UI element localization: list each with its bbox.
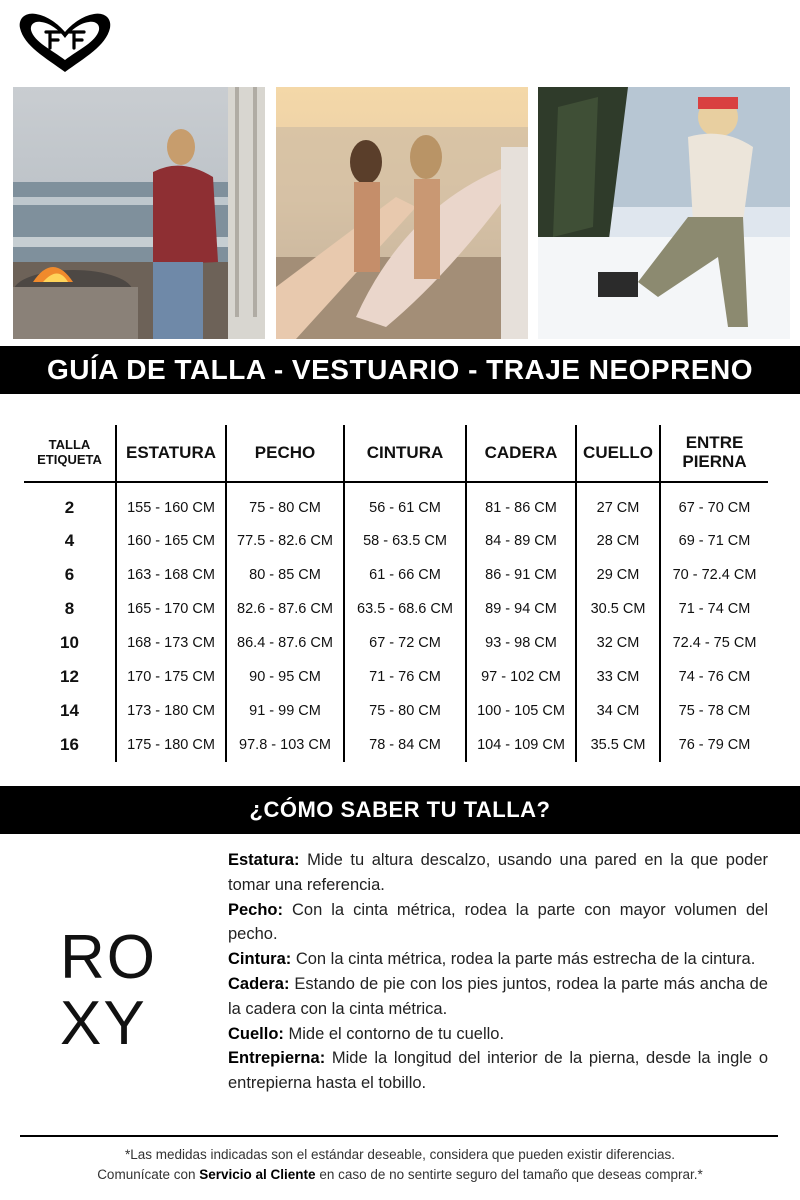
instruction-term: Estatura: <box>228 851 300 869</box>
roxy-heart-logo-icon <box>16 10 114 74</box>
size-chart-table <box>24 425 768 762</box>
header-waist: CINTURA <box>344 425 466 482</box>
cell-size-tag: 16 <box>60 735 79 754</box>
photo-icon <box>13 87 265 339</box>
cell-waist: 71 - 76 CM <box>344 660 466 694</box>
cell-neck: 32 CM <box>576 626 660 660</box>
roxy-wordmark: RO XY <box>60 923 157 1058</box>
cell-waist: 56 - 61 CM <box>344 482 466 524</box>
cell-size-tag: 14 <box>60 701 79 720</box>
cell-hip: 104 - 109 CM <box>466 728 576 762</box>
header-neck: CUELLO <box>576 425 660 482</box>
cell-hip: 97 - 102 CM <box>466 660 576 694</box>
instruction-text: Mide el contorno de tu cuello. <box>283 1024 505 1043</box>
instruction-term: Pecho: <box>228 900 284 919</box>
instruction-item <box>228 1022 768 1047</box>
divider <box>20 1135 778 1137</box>
cell-inseam: 76 - 79 CM <box>660 728 768 762</box>
instruction-term: Entrepierna: <box>228 1049 326 1068</box>
cell-waist: 78 - 84 CM <box>344 728 466 762</box>
cell-chest: 97.8 - 103 CM <box>226 728 344 762</box>
cell-waist: 67 - 72 CM <box>344 626 466 660</box>
cell-inseam: 71 - 74 CM <box>660 592 768 626</box>
cell-hip: 81 - 86 CM <box>466 482 576 524</box>
instruction-term: Cintura: <box>228 950 292 969</box>
cell-size-tag: 12 <box>60 667 79 686</box>
footnote: *Las medidas indicadas son el estándar deseable, considera que pueden existir diferencias. Comunícate con Servicio al Cliente en caso de no sentirte seguro del tamaño que deseas comprar.* <box>97 1147 703 1182</box>
table-row <box>24 694 768 728</box>
table-row <box>24 626 768 660</box>
cell-chest: 86.4 - 87.6 CM <box>226 626 344 660</box>
cell-chest: 82.6 - 87.6 CM <box>226 592 344 626</box>
cell-hip: 89 - 94 CM <box>466 592 576 626</box>
cell-chest: 75 - 80 CM <box>226 482 344 524</box>
instruction-item <box>228 972 768 1022</box>
header-height: ESTATURA <box>116 425 226 482</box>
table-row <box>24 592 768 626</box>
photo-icon <box>538 87 790 339</box>
cell-inseam: 67 - 70 CM <box>660 482 768 524</box>
how-to-title: ¿CÓMO SABER TU TALLA? <box>0 786 800 834</box>
instruction-term: Cuello: <box>228 1024 284 1043</box>
cell-chest: 90 - 95 CM <box>226 660 344 694</box>
instruction-text: Estando de pie con los pies juntos, rodea la parte más ancha de la cadera con la cinta métrica. <box>228 974 768 1018</box>
instruction-item <box>228 947 768 972</box>
cell-height: 155 - 160 CM <box>116 482 226 524</box>
cell-height: 163 - 168 CM <box>116 558 226 592</box>
photo-snowboarder <box>538 87 790 339</box>
cell-hip: 84 - 89 CM <box>466 524 576 558</box>
cell-chest: 80 - 85 CM <box>226 558 344 592</box>
cell-size-tag: 8 <box>64 599 75 618</box>
instruction-item <box>228 848 768 898</box>
cell-waist: 75 - 80 CM <box>344 694 466 728</box>
cell-neck: 35.5 CM <box>576 728 660 762</box>
cell-inseam: 69 - 71 CM <box>660 524 768 558</box>
cell-height: 160 - 165 CM <box>116 524 226 558</box>
cell-size-tag: 4 <box>64 531 75 550</box>
measurement-instructions <box>228 848 768 1096</box>
cell-chest: 77.5 - 82.6 CM <box>226 524 344 558</box>
cell-chest: 91 - 99 CM <box>226 694 344 728</box>
instruction-item <box>228 1046 768 1096</box>
page-title: GUÍA DE TALLA - VESTUARIO - TRAJE NEOPRENO <box>0 346 800 394</box>
cell-neck: 30.5 CM <box>576 592 660 626</box>
cell-inseam: 70 - 72.4 CM <box>660 558 768 592</box>
cell-inseam: 72.4 - 75 CM <box>660 626 768 660</box>
instruction-text: Mide la longitud del interior de la pierna, desde la ingle o entrepierna hasta el tobillo. <box>228 1049 768 1093</box>
table-row <box>24 524 768 558</box>
cell-size-tag: 10 <box>60 633 79 652</box>
header-inseam: ENTRE PIERNA <box>660 425 768 482</box>
header-chest: PECHO <box>226 425 344 482</box>
cell-hip: 93 - 98 CM <box>466 626 576 660</box>
cell-waist: 58 - 63.5 CM <box>344 524 466 558</box>
cell-neck: 33 CM <box>576 660 660 694</box>
cell-height: 175 - 180 CM <box>116 728 226 762</box>
photo-surfers <box>276 87 528 339</box>
header-hip: CADERA <box>466 425 576 482</box>
table-row <box>24 558 768 592</box>
cell-hip: 100 - 105 CM <box>466 694 576 728</box>
cell-neck: 28 CM <box>576 524 660 558</box>
cell-neck: 34 CM <box>576 694 660 728</box>
cell-neck: 29 CM <box>576 558 660 592</box>
instruction-text: Con la cinta métrica, rodea la parte con mayor volumen del pecho. <box>228 900 768 944</box>
customer-service-link[interactable]: Servicio al Cliente <box>199 1167 316 1182</box>
cell-height: 165 - 170 CM <box>116 592 226 626</box>
table-header-row <box>24 425 768 482</box>
photo-icon <box>276 87 528 339</box>
instruction-item <box>228 898 768 948</box>
table-row <box>24 728 768 762</box>
photo-beach-firepit <box>13 87 265 339</box>
header-size-tag: TALLA ETIQUETA <box>24 425 116 482</box>
cell-hip: 86 - 91 CM <box>466 558 576 592</box>
cell-neck: 27 CM <box>576 482 660 524</box>
cell-size-tag: 2 <box>64 497 75 517</box>
instruction-term: Cadera: <box>228 974 290 993</box>
instruction-text: Mide tu altura descalzo, usando una pared en la que poder tomar una referencia. <box>228 851 768 894</box>
cell-inseam: 75 - 78 CM <box>660 694 768 728</box>
instruction-text: Con la cinta métrica, rodea la parte más estrecha de la cintura. <box>291 950 756 969</box>
cell-height: 170 - 175 CM <box>116 660 226 694</box>
cell-size-tag: 6 <box>64 565 75 584</box>
cell-waist: 61 - 66 CM <box>344 558 466 592</box>
cell-height: 168 - 173 CM <box>116 626 226 660</box>
cell-inseam: 74 - 76 CM <box>660 660 768 694</box>
cell-height: 173 - 180 CM <box>116 694 226 728</box>
table-row <box>24 482 768 524</box>
cell-waist: 63.5 - 68.6 CM <box>344 592 466 626</box>
table-row <box>24 660 768 694</box>
